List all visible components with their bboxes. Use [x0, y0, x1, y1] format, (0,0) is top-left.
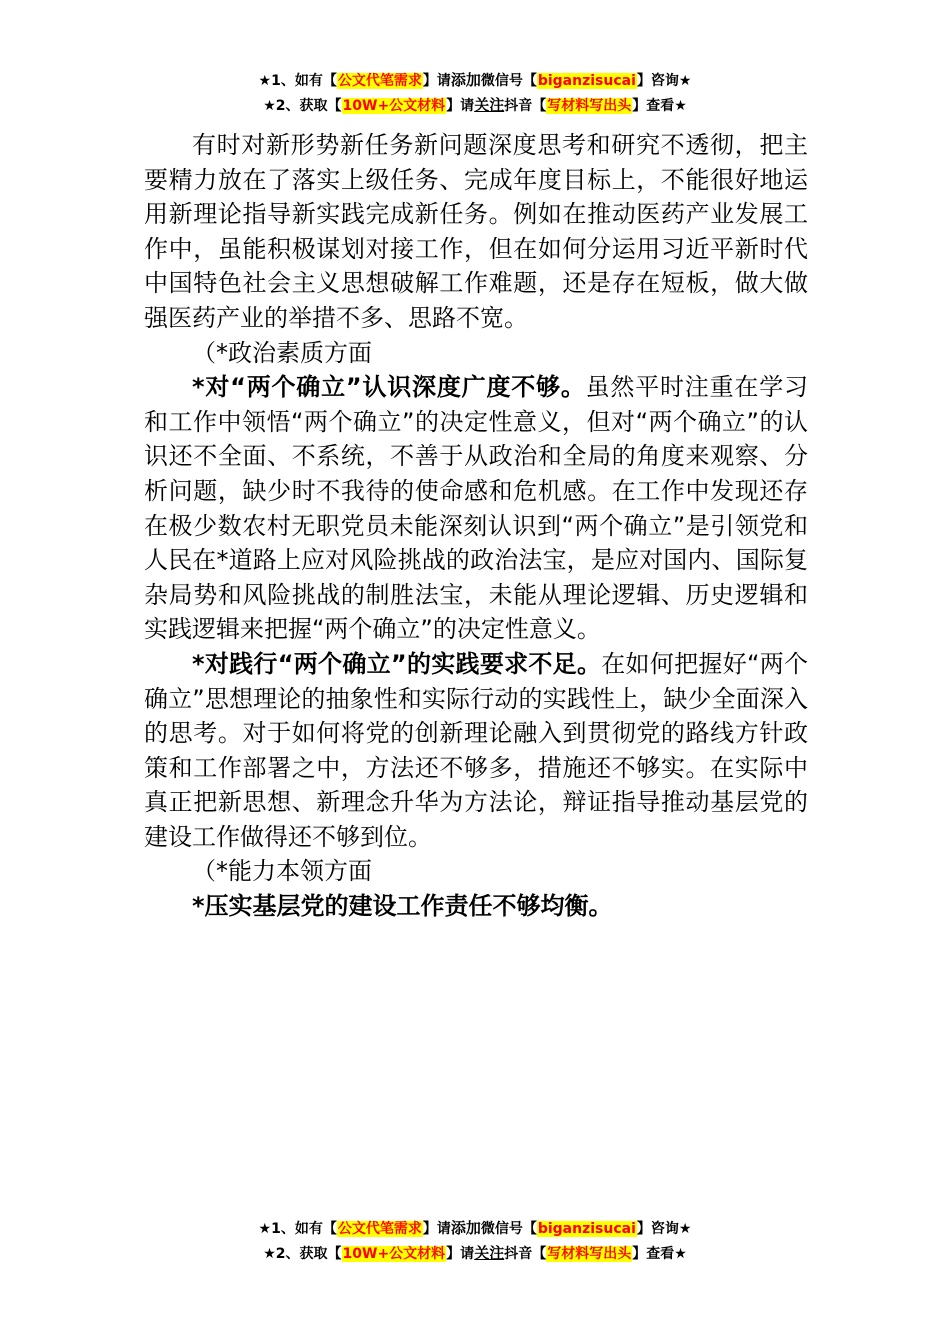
paragraph-4-lead: *压实基层党的建设工作责任不够均衡。 [192, 892, 613, 921]
footer-line1-highlight-1: 公文代笔需求 [337, 1221, 422, 1237]
footer-banner-line-2 [0, 1241, 950, 1266]
banner-line2-mid-2: 抖音【 [504, 98, 547, 114]
banner-line2-mid-1: 】请 [446, 98, 475, 114]
banner-line1-suffix: 】咨询★ [636, 73, 692, 89]
footer-line2-highlight-1: 10W+公文材料 [342, 1246, 446, 1262]
footer-banner [0, 1216, 950, 1266]
banner-line1-prefix: ★1、如有【 [258, 73, 337, 89]
banner-line1-highlight-1: 公文代笔需求 [337, 73, 422, 89]
banner-line1-highlight-2: biganzisucai [537, 73, 636, 89]
banner-line1-mid-2: 微信号【 [480, 73, 537, 89]
paragraph-3-lead: *对践行“两个确立”的实践要求不足。 [192, 649, 602, 678]
banner-line2-highlight-1: 10W+公文材料 [342, 98, 446, 114]
banner-line2-emphasis: 关注 [474, 96, 505, 114]
footer-line2-mid-2: 抖音【 [504, 1246, 547, 1262]
footer-line1-mid-2: 微信号【 [480, 1221, 537, 1237]
footer-line1-prefix: ★1、如有【 [258, 1221, 337, 1237]
banner-line2-prefix: ★2、获取【 [263, 98, 342, 114]
banner-line2-suffix: 】查看★ [632, 98, 687, 114]
banner-line-1 [0, 68, 950, 93]
paragraph-4 [144, 889, 808, 924]
paragraph-2-body: 虽然平时注重在学习和工作中领悟“两个确立”的决定性意义，但对“两个确立”的认识还不全面、不系统，不善于从政治和全局的角度来观察、分析问题，缺少时不我待的使命感和危机感。在工作中发现还存在极少数农村无职党员未能深刻认识到“两个确立”是引领党和人民在*道路上应对风险挑战的政治法宝，是应对国内、国际复杂局势和风险挑战的制胜法宝，未能从理论逻辑、历史逻辑和实践逻辑来把握“两个确立”的决定性意义。 [144, 373, 808, 644]
footer-line1-mid-1: 】请 [422, 1221, 451, 1237]
section-heading-ability: （*能力本领方面 [192, 857, 372, 886]
paragraph-2-lead: *对“两个确立”认识深度广度不够。 [192, 373, 586, 402]
footer-line2-highlight-2: 写材料写出头 [547, 1246, 632, 1262]
paragraph-2 [144, 370, 808, 647]
document-body [144, 128, 808, 924]
footer-banner-line-1 [0, 1216, 950, 1241]
footer-line1-emphasis: 添加 [450, 1219, 481, 1237]
paragraph-1: 有时对新形势新任务新问题深度思考和研究不透彻，把主要精力放在了落实上级任务、完成年度目标上，不能很好地运用新理论指导新实践完成新任务。例如在推动医药产业发展工作中，虽能积极谋划对接工作，但在如何分运用习近平新时代中国特色社会主义思想破解工作难题，还是存在短板，做大做强医药产业的举措不多、思路不宽。 [144, 131, 808, 332]
footer-line1-suffix: 】咨询★ [636, 1221, 692, 1237]
header-banner [0, 68, 950, 118]
footer-line2-emphasis: 关注 [474, 1244, 505, 1262]
banner-line1-emphasis: 添加 [450, 71, 481, 89]
paragraph-3-body: 在如何把握好“两个确立”思想理论的抽象性和实际行动的实践性上，缺少全面深入的思考。对于如何将党的创新理论融入到贯彻党的路线方针政策和工作部署之中，方法还不够多，措施还不够实。在实际中真正把新思想、新理念升华为方法论，辩证指导推动基层党的建设工作做得还不够到位。 [144, 649, 808, 851]
footer-line2-suffix: 】查看★ [632, 1246, 687, 1262]
banner-line1-mid-1: 】请 [422, 73, 451, 89]
banner-line2-highlight-2: 写材料写出头 [547, 98, 632, 114]
paragraph-3 [144, 647, 808, 855]
footer-line1-highlight-2: biganzisucai [537, 1221, 636, 1237]
footer-line2-prefix: ★2、获取【 [263, 1246, 342, 1262]
section-heading-political: （*政治素质方面 [192, 338, 372, 367]
banner-line-2 [0, 93, 950, 118]
footer-line2-mid-1: 】请 [446, 1246, 475, 1262]
